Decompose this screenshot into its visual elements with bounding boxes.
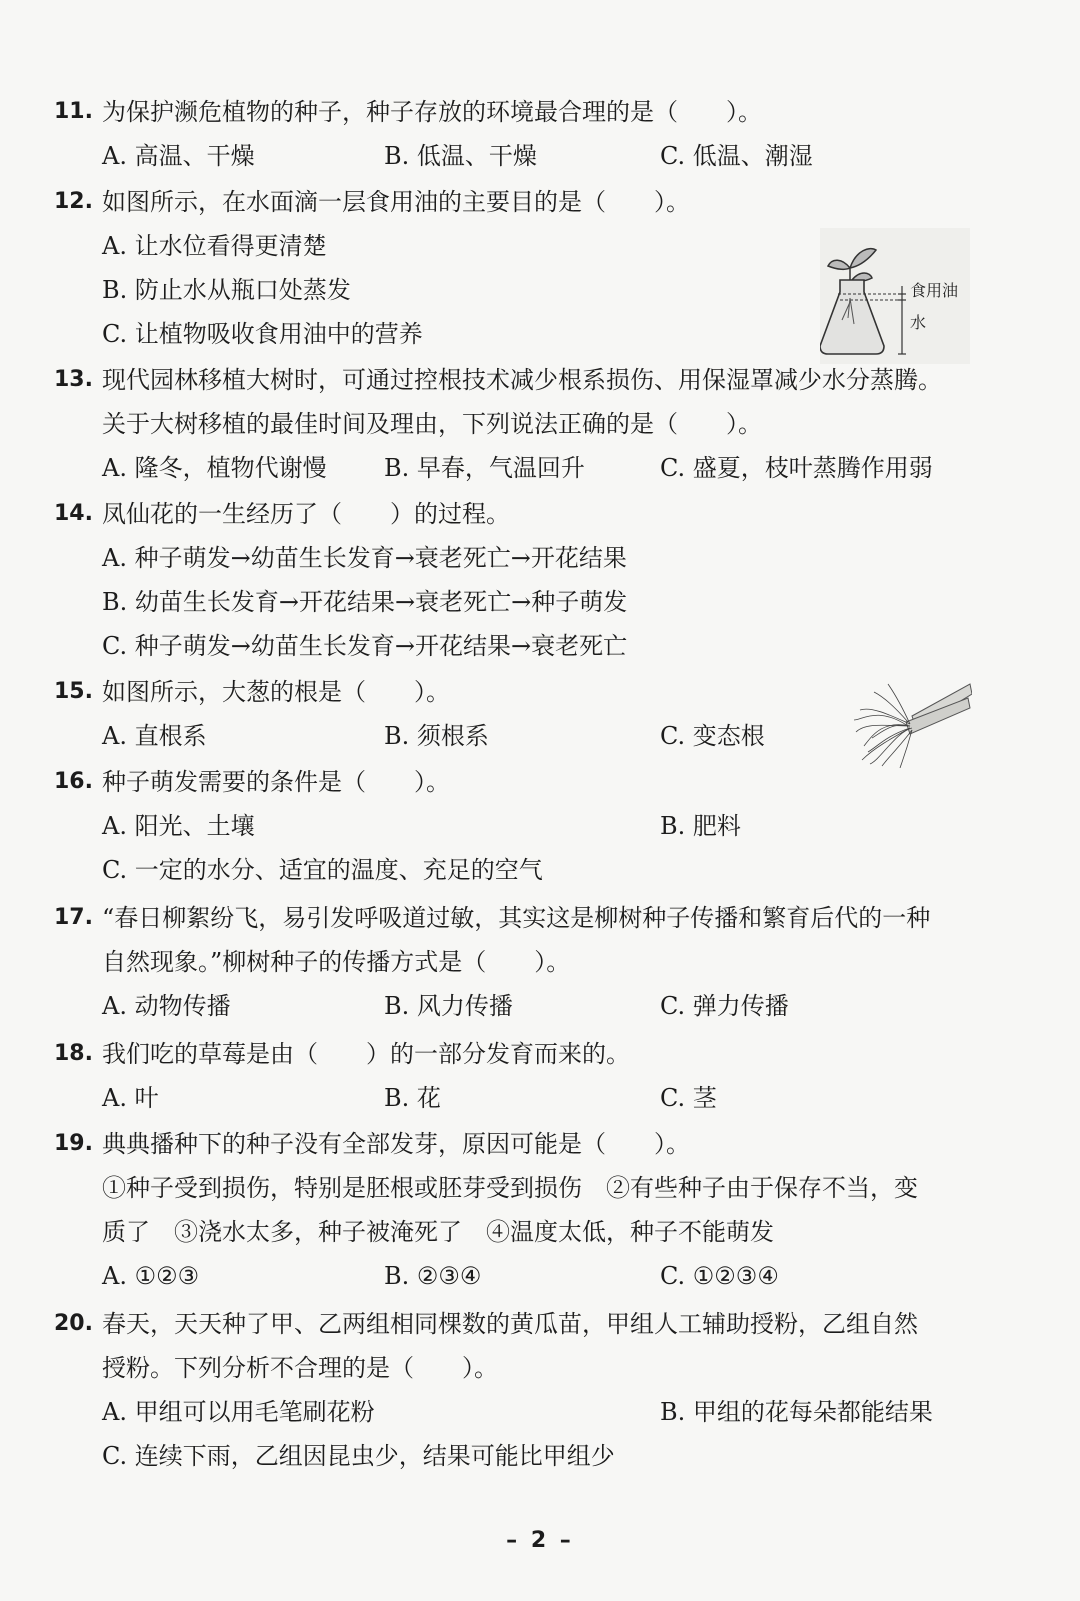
question-number: 19. <box>54 1131 93 1156</box>
question-stem-line-2: 关于大树移植的最佳时间及理由，下列说法正确的是（ ）。 <box>102 410 762 438</box>
oil-label: 食用油 <box>910 281 959 300</box>
option-b: B. 幼苗生长发育→开花结果→衰老死亡→种子萌发 <box>102 588 628 616</box>
option-a: A. 阳光、土壤 <box>102 812 255 840</box>
option-c: C. 茎 <box>660 1084 717 1112</box>
question-stem: 为保护濒危植物的种子，种子存放的环境最合理的是（ ）。 <box>102 98 762 126</box>
plant-flask-figure <box>820 228 970 364</box>
question-stem: 凤仙花的一生经历了（ ）的过程。 <box>102 500 510 528</box>
option-b: B. 甲组的花每朵都能结果 <box>660 1398 933 1426</box>
option-b: B. 须根系 <box>384 722 489 750</box>
option-a: A. 种子萌发→幼苗生长发育→衰老死亡→开花结果 <box>102 544 627 572</box>
option-a: A. 动物传播 <box>102 992 231 1020</box>
option-b: B. 防止水从瓶口处蒸发 <box>102 276 351 304</box>
question-number: 12. <box>54 189 93 214</box>
option-a: A. ①②③ <box>102 1262 200 1290</box>
water-label: 水 <box>910 313 927 332</box>
question-number: 18. <box>54 1041 93 1066</box>
question-number: 16. <box>54 769 93 794</box>
option-a: A. 让水位看得更清楚 <box>102 232 327 260</box>
question-number: 14. <box>54 501 93 526</box>
option-c: C. 让植物吸收食用油中的营养 <box>102 320 423 348</box>
option-c: C. 低温、潮湿 <box>660 142 813 170</box>
option-b: B. 花 <box>384 1084 441 1112</box>
option-a: A. 高温、干燥 <box>102 142 255 170</box>
question-stem: 我们吃的草莓是由（ ）的一部分发育而来的。 <box>102 1040 630 1068</box>
option-b: B. ②③④ <box>384 1262 482 1290</box>
question-stem-line-1: 春天，天天种了甲、乙两组相同棵数的黄瓜苗，甲组人工辅助授粉，乙组自然 <box>102 1310 918 1338</box>
question-stem-line-2: 授粉。下列分析不合理的是（ ）。 <box>102 1354 498 1382</box>
option-c: C. 弹力传播 <box>660 992 789 1020</box>
question-17 <box>54 896 1014 1028</box>
question-stem: 典典播种下的种子没有全部发芽，原因可能是（ ）。 <box>102 1130 690 1158</box>
option-c: C. 种子萌发→幼苗生长发育→开花结果→衰老死亡 <box>102 632 628 660</box>
question-stem-line-1: 现代园林移植大树时，可通过控根技术减少根系损伤、用保湿罩减少水分蒸腾。 <box>102 366 942 394</box>
question-19 <box>54 1122 1014 1298</box>
option-c: C. 变态根 <box>660 722 765 750</box>
question-stem: 如图所示，大葱的根是（ ）。 <box>102 678 450 706</box>
question-16 <box>54 760 1014 892</box>
question-stem: 种子萌发需要的条件是（ ）。 <box>102 768 450 796</box>
question-stem-line-2: 自然现象。”柳树种子的传播方式是（ ）。 <box>102 948 571 976</box>
option-b: B. 风力传播 <box>384 992 513 1020</box>
question-14 <box>54 492 1014 668</box>
option-b: B. 早春，气温回升 <box>384 454 585 482</box>
question-11 <box>54 90 1014 178</box>
question-number: 20. <box>54 1311 93 1336</box>
question-13 <box>54 358 1014 490</box>
option-c: C. 一定的水分、适宜的温度、充足的空气 <box>102 856 543 884</box>
option-b: B. 低温、干燥 <box>384 142 537 170</box>
option-a: A. 叶 <box>102 1084 159 1112</box>
question-stem: 如图所示，在水面滴一层食用油的主要目的是（ ）。 <box>102 188 690 216</box>
question-18 <box>54 1032 1014 1120</box>
question-number: 11. <box>54 99 93 124</box>
option-a: A. 甲组可以用毛笔刷花粉 <box>102 1398 375 1426</box>
question-number: 17. <box>54 905 93 930</box>
question-stem-line-1: “春日柳絮纷飞，易引发呼吸道过敏，其实这是柳树种子传播和繁育后代的一种 <box>102 904 931 932</box>
option-a: A. 隆冬，植物代谢慢 <box>102 454 327 482</box>
option-c: C. ①②③④ <box>660 1262 779 1290</box>
plant-flask-icon <box>820 228 970 364</box>
question-20 <box>54 1302 1014 1478</box>
reason-line-2: 质了 ③浇水太多，种子被淹死了 ④温度太低，种子不能萌发 <box>102 1218 774 1246</box>
page-number: – 2 – <box>506 1528 574 1553</box>
scallion-roots-figure <box>852 676 972 768</box>
option-a: A. 直根系 <box>102 722 207 750</box>
option-b: B. 肥料 <box>660 812 741 840</box>
question-number: 15. <box>54 679 93 704</box>
scallion-roots-icon <box>852 676 972 768</box>
reason-line-1: ①种子受到损伤，特别是胚根或胚芽受到损伤 ②有些种子由于保存不当，变 <box>102 1174 918 1202</box>
option-c: C. 连续下雨，乙组因昆虫少，结果可能比甲组少 <box>102 1442 615 1470</box>
option-c: C. 盛夏，枝叶蒸腾作用弱 <box>660 454 933 482</box>
question-number: 13. <box>54 367 93 392</box>
